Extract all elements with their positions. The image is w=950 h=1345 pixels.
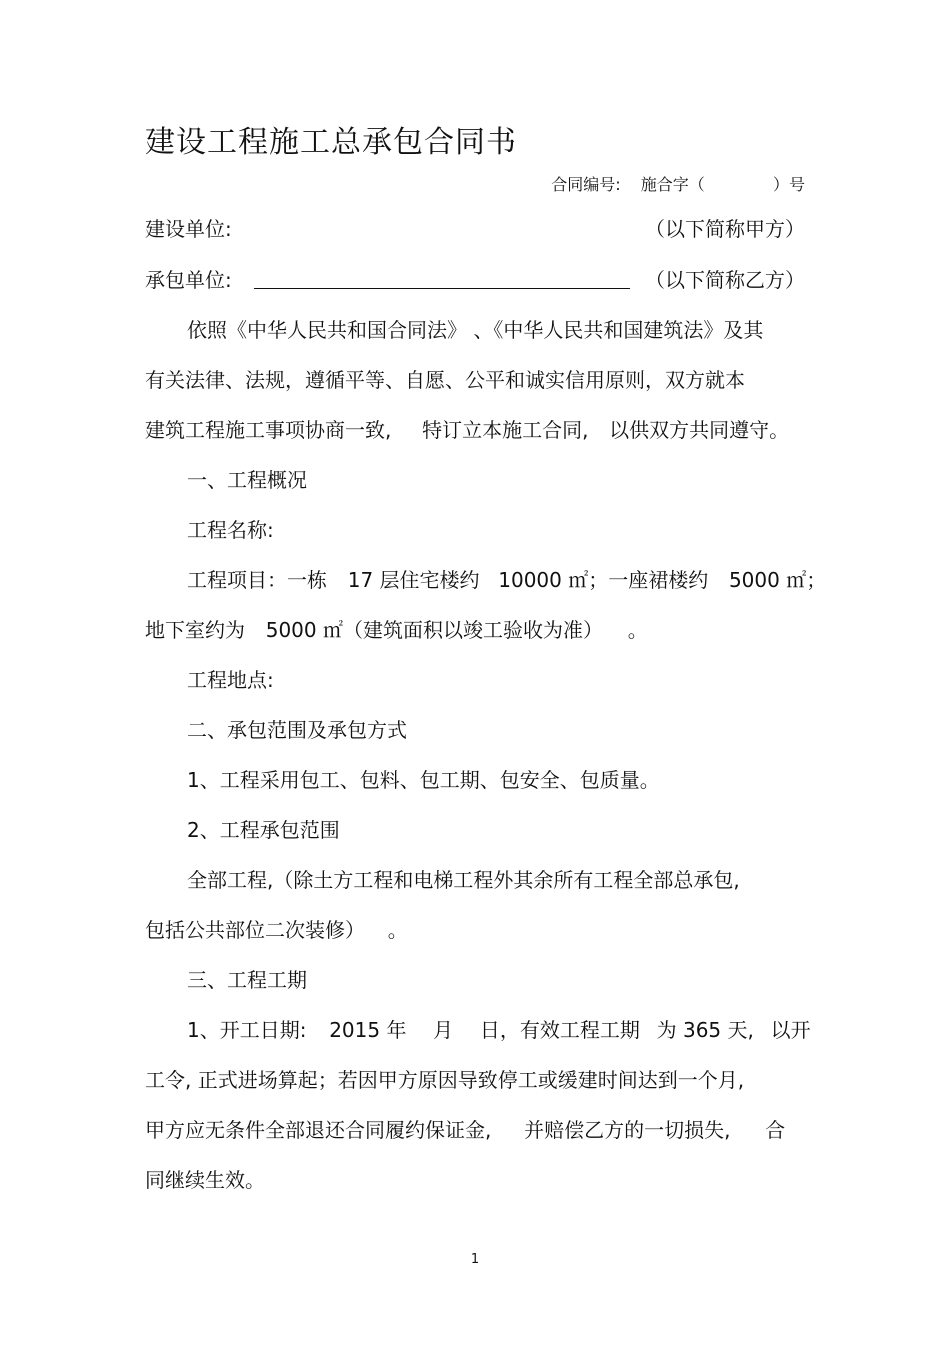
start-date-e: 为 365 天, <box>656 1018 754 1042</box>
page-number: 1 <box>470 1252 480 1267</box>
start-date-c: 月 <box>433 1018 454 1042</box>
project-items-b: 17 层住宅楼约 <box>347 568 480 592</box>
duration-line-2: 工令, 正式进场算起；若因甲方原因导致停工或缓建时间达到一个月, <box>145 1068 745 1092</box>
scope-line-2-end: 。 <box>387 918 408 942</box>
project-items-a: 工程项目：一栋 <box>187 568 327 592</box>
intro-line-3-b: 特订立本施工合同, <box>422 418 589 442</box>
intro-line-3 <box>145 416 789 444</box>
intro-line-3-c: 以供双方共同遵守。 <box>609 418 790 442</box>
contract-number-label: 合同编号: <box>551 175 621 194</box>
start-date-a: 1、开工日期: <box>187 1018 307 1042</box>
party-a-alias: （以下简称甲方） <box>645 217 805 241</box>
document-title: 建设工程施工总承包合同书 <box>145 125 517 160</box>
project-items-d: 5000 ㎡； <box>728 568 827 592</box>
basement-line <box>145 616 648 644</box>
contract-number-suffix: ）号 <box>772 175 805 194</box>
project-items-c: 10000 ㎡；一座裙楼约 <box>498 568 709 592</box>
contract-number-prefix: 施合字（ <box>640 175 705 194</box>
start-date-line <box>187 1016 811 1044</box>
duration-line-3 <box>145 1116 785 1144</box>
project-items-line <box>187 566 826 594</box>
project-name-label: 工程名称: <box>187 518 274 542</box>
scope-line-2 <box>145 916 408 944</box>
contract-number <box>551 173 805 197</box>
start-date-d: 日，有效工程工期 <box>479 1018 640 1042</box>
start-date-b: 2015 年 <box>329 1018 407 1042</box>
party-b-blank <box>254 268 630 289</box>
basement-b: 5000 ㎡（建筑面积以竣工验收为准） <box>265 618 603 642</box>
duration-line-3-b: 并赔偿乙方的一切损失, <box>524 1118 731 1142</box>
basement-c: 。 <box>627 618 648 642</box>
party-b-row <box>145 266 630 294</box>
project-location-label: 工程地点: <box>187 668 274 692</box>
party-b-label: 承包单位: <box>145 268 232 292</box>
section-2-heading: 二、承包范围及承包方式 <box>187 718 407 742</box>
duration-line-3-a: 甲方应无条件全部退还合同履约保证金, <box>145 1118 492 1142</box>
intro-line-3-a: 建筑工程施工事项协商一致, <box>145 418 392 442</box>
intro-line-1: 依照《中华人民共和国合同法》 、《中华人民共和国建筑法》及其 <box>187 318 764 342</box>
section-3-heading: 三、工程工期 <box>187 968 307 992</box>
party-b-alias: （以下简称乙方） <box>645 268 805 292</box>
section-1-heading: 一、工程概况 <box>187 468 307 492</box>
party-a-label: 建设单位: <box>145 217 232 241</box>
scope-line-1: 全部工程,（除土方工程和电梯工程外其余所有工程全部总承包, <box>187 868 740 892</box>
duration-line-3-c: 合 <box>765 1118 786 1142</box>
basement-a: 地下室约为 <box>145 618 245 642</box>
duration-line-4: 同继续生效。 <box>145 1168 265 1192</box>
scope-line-2-text: 包括公共部位二次装修） <box>145 918 365 942</box>
section-2-item-2: 2、工程承包范围 <box>187 818 340 842</box>
intro-line-2: 有关法律、法规，遵循平等、自愿、公平和诚实信用原则，双方就本 <box>145 368 745 392</box>
start-date-f: 以开 <box>770 1018 811 1042</box>
section-2-item-1: 1、工程采用包工、包料、包工期、包安全、包质量。 <box>187 768 660 792</box>
